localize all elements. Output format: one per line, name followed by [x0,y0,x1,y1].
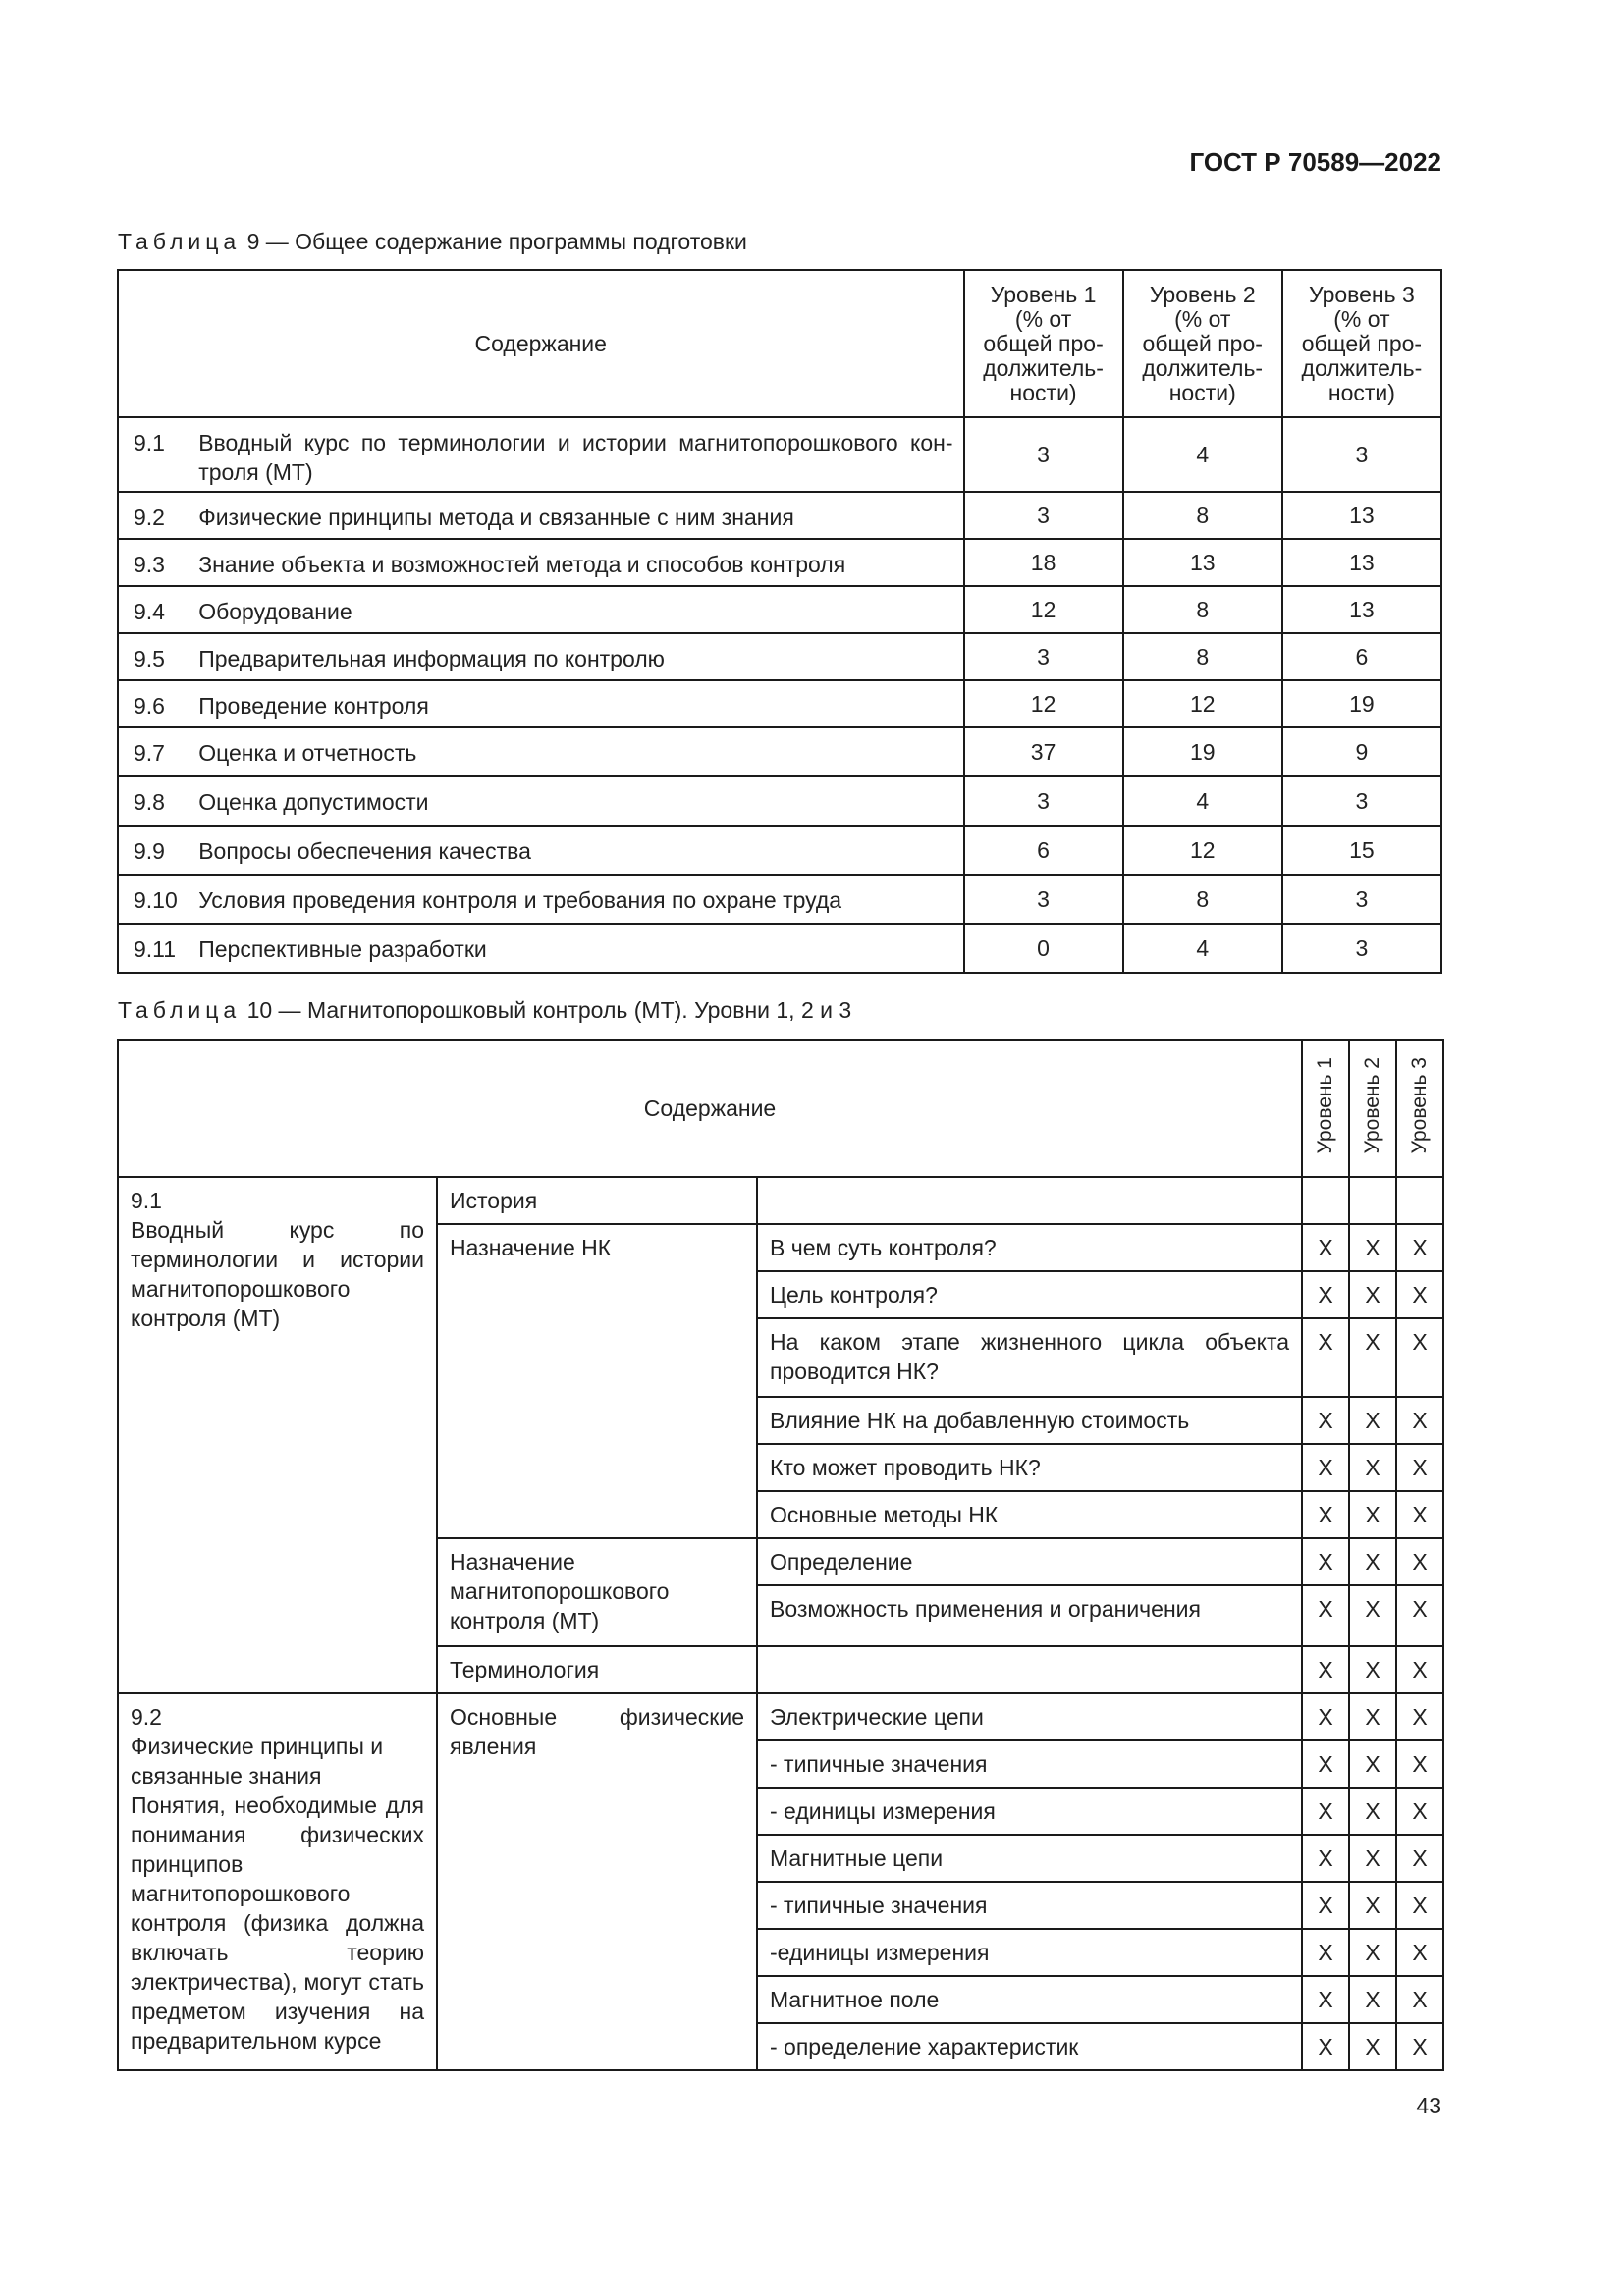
table10-level1-header: Уровень 1 [1302,1040,1349,1177]
level3-mark: X [1396,1693,1443,1740]
level2-mark: X [1349,1271,1396,1318]
topic-basic-phenomena: Основные физические явления [437,1693,757,2070]
row-number: 9.2 [118,492,198,539]
level1-mark: X [1302,1835,1349,1882]
item-text: Электрические цепи [757,1693,1302,1740]
item-empty [757,1646,1302,1693]
level2-value: 12 [1123,826,1282,875]
level3-value: 3 [1282,924,1441,973]
level1-value: 3 [964,776,1123,826]
level3-value: 3 [1282,776,1441,826]
level1-mark [1302,1177,1349,1224]
table-row [118,680,1441,727]
level2-mark: X [1349,1491,1396,1538]
row-text: Проведение контроля [198,680,963,727]
table9-caption-text: 9 — Общее содержание программы подготовки [246,229,747,254]
table9-header-row [118,270,1441,417]
level3-value: 19 [1282,680,1441,727]
level3-value: 6 [1282,633,1441,680]
level2-mark: X [1349,1835,1396,1882]
level3-mark: X [1396,1397,1443,1444]
level3-value: 13 [1282,492,1441,539]
level2-value: 19 [1123,727,1282,776]
item-text: Влияние НК на добавленную стоимость [757,1397,1302,1444]
level3-mark: X [1396,1538,1443,1585]
topic-terminology: Терминология [437,1646,757,1693]
level1-mark: X [1302,1976,1349,2023]
row-text: Условия проведения контроля и требования по охране труда [198,875,963,924]
level2-mark: X [1349,2023,1396,2070]
level1-value: 12 [964,680,1123,727]
level1-value: 6 [964,826,1123,875]
level1-value: 12 [964,586,1123,633]
item-text: В чем суть контроля? [757,1224,1302,1271]
level2-mark: X [1349,1397,1396,1444]
table-row [118,633,1441,680]
table-row [118,1177,1443,1224]
row-number: 9.11 [118,924,198,973]
level2-mark: X [1349,1444,1396,1491]
level2-mark: X [1349,1693,1396,1740]
item-text: На каком этапе жизненного цикла объекта проводится НК? [757,1318,1302,1397]
section-title: Вводный курс по терминологии и истории магнитопорошкового контроля (МТ) [131,1217,424,1331]
level1-mark: X [1302,1585,1349,1646]
section-9-2-cell [118,1693,437,2070]
level2-mark: X [1349,1646,1396,1693]
table9-content-header: Содержание [118,270,964,417]
row-number: 9.3 [118,539,198,586]
level2-mark: X [1349,1224,1396,1271]
table10-caption [118,997,851,1024]
section-description: Понятия, необходимые для понимания физических принципов магнитопорошкового контроля (физика должна включать теорию электричества), могут стать предметом изучения на предварительном курсе [131,1792,424,2054]
item-text: Определение [757,1538,1302,1585]
level2-value: 4 [1123,417,1282,492]
level1-mark: X [1302,1693,1349,1740]
table10-caption-word: Таблица [118,997,242,1023]
row-text: Вводный курс по терминологии и истории магнитопорошкового кон-троля (МТ) [198,417,963,492]
row-number: 9.8 [118,776,198,826]
level3-mark: X [1396,1976,1443,2023]
level1-mark: X [1302,1740,1349,1788]
table10-level2-header: Уровень 2 [1349,1040,1396,1177]
level1-mark: X [1302,1444,1349,1491]
level3-mark: X [1396,1788,1443,1835]
level2-value: 12 [1123,680,1282,727]
level1-mark: X [1302,1397,1349,1444]
level3-value: 13 [1282,539,1441,586]
table10-level3-header: Уровень 3 [1396,1040,1443,1177]
level1-value: 37 [964,727,1123,776]
level2-value: 8 [1123,633,1282,680]
level1-mark: X [1302,1788,1349,1835]
table-row [118,417,1441,492]
row-number: 9.10 [118,875,198,924]
item-text: - типичные значения [757,1882,1302,1929]
table-row [118,776,1441,826]
level1-mark: X [1302,1929,1349,1976]
row-number: 9.1 [118,417,198,492]
level3-mark [1396,1177,1443,1224]
row-number: 9.5 [118,633,198,680]
table9-level3-header: Уровень 3 (% от общей про- должитель- ности) [1282,270,1441,417]
level1-mark: X [1302,1646,1349,1693]
item-text: Магнитные цепи [757,1835,1302,1882]
item-text: - определение характеристик [757,2023,1302,2070]
table9-caption-word: Таблица [118,229,242,254]
level3-mark: X [1396,1740,1443,1788]
level3-mark: X [1396,1224,1443,1271]
table-row [118,586,1441,633]
table9 [117,269,1442,974]
table9-level1-header: Уровень 1 (% от общей про- должитель- ности) [964,270,1123,417]
row-number: 9.9 [118,826,198,875]
page-number: 43 [1416,2093,1441,2118]
level2-value: 4 [1123,924,1282,973]
level3-mark: X [1396,1929,1443,1976]
level2-value: 8 [1123,875,1282,924]
row-text: Оборудование [198,586,963,633]
level2-mark: X [1349,1585,1396,1646]
level2-value: 4 [1123,776,1282,826]
table10 [117,1039,1444,2071]
level1-mark: X [1302,1271,1349,1318]
row-text: Вопросы обеспечения качества [198,826,963,875]
topic-purpose-mt: Назначение магнитопорошкового контроля (МТ) [437,1538,757,1646]
level2-mark: X [1349,1538,1396,1585]
level3-mark: X [1396,1646,1443,1693]
item-text: Возможность применения и ограничения [757,1585,1302,1646]
row-text: Перспективные разработки [198,924,963,973]
level2-mark: X [1349,1318,1396,1397]
document-id: ГОСТ Р 70589—2022 [1189,147,1441,177]
level3-value: 13 [1282,586,1441,633]
level2-mark: X [1349,1976,1396,2023]
item-text: - единицы измерения [757,1788,1302,1835]
section-number: 9.2 [131,1704,162,1730]
level3-mark: X [1396,1585,1443,1646]
row-text: Оценка допустимости [198,776,963,826]
level3-mark: X [1396,1271,1443,1318]
level3-value: 3 [1282,417,1441,492]
item-text: Цель контроля? [757,1271,1302,1318]
row-number: 9.7 [118,727,198,776]
level1-mark: X [1302,1318,1349,1397]
level3-value: 9 [1282,727,1441,776]
level2-mark [1349,1177,1396,1224]
section-9-1-cell [118,1177,437,1693]
level3-mark: X [1396,1835,1443,1882]
level1-value: 3 [964,492,1123,539]
item-text: Магнитное поле [757,1976,1302,2023]
topic-purpose-ndt: Назначение НК [437,1224,757,1538]
row-text: Физические принципы метода и связанные с ним знания [198,492,963,539]
level1-value: 3 [964,633,1123,680]
level1-mark: X [1302,1224,1349,1271]
item-text: -единицы измерения [757,1929,1302,1976]
table10-content-header: Содержание [118,1040,1302,1177]
row-text: Оценка и отчетность [198,727,963,776]
level3-mark: X [1396,1444,1443,1491]
item-empty [757,1177,1302,1224]
table-row [118,924,1441,973]
row-number: 9.6 [118,680,198,727]
section-number: 9.1 [131,1188,162,1213]
level1-mark: X [1302,1538,1349,1585]
table-row [118,539,1441,586]
level1-value: 0 [964,924,1123,973]
level1-mark: X [1302,1882,1349,1929]
level1-mark: X [1302,2023,1349,2070]
level1-value: 3 [964,875,1123,924]
level2-mark: X [1349,1788,1396,1835]
level2-value: 13 [1123,539,1282,586]
topic-history: История [437,1177,757,1224]
row-text: Знание объекта и возможностей метода и способов контроля [198,539,963,586]
item-text: Кто может проводить НК? [757,1444,1302,1491]
table-row [118,875,1441,924]
table-row [118,826,1441,875]
table-row [118,727,1441,776]
level3-mark: X [1396,1491,1443,1538]
item-text: - типичные значения [757,1740,1302,1788]
level2-mark: X [1349,1929,1396,1976]
level3-value: 15 [1282,826,1441,875]
level1-mark: X [1302,1491,1349,1538]
level2-value: 8 [1123,492,1282,539]
table9-level2-header: Уровень 2 (% от общей про- должитель- ности) [1123,270,1282,417]
item-text: Основные методы НК [757,1491,1302,1538]
level2-mark: X [1349,1740,1396,1788]
level2-mark: X [1349,1882,1396,1929]
row-number: 9.4 [118,586,198,633]
level1-value: 3 [964,417,1123,492]
table-row [118,492,1441,539]
level3-mark: X [1396,1318,1443,1397]
level3-value: 3 [1282,875,1441,924]
level1-value: 18 [964,539,1123,586]
table10-header-row [118,1040,1443,1177]
level3-mark: X [1396,2023,1443,2070]
level3-mark: X [1396,1882,1443,1929]
level2-value: 8 [1123,586,1282,633]
table9-caption [118,229,747,255]
table10-caption-text: 10 — Магнитопорошковый контроль (МТ). Уровни 1, 2 и 3 [246,997,852,1023]
row-text: Предварительная информация по контролю [198,633,963,680]
section-title: Физические принципы и связанные знания [131,1734,384,1789]
table-row [118,1693,1443,1740]
